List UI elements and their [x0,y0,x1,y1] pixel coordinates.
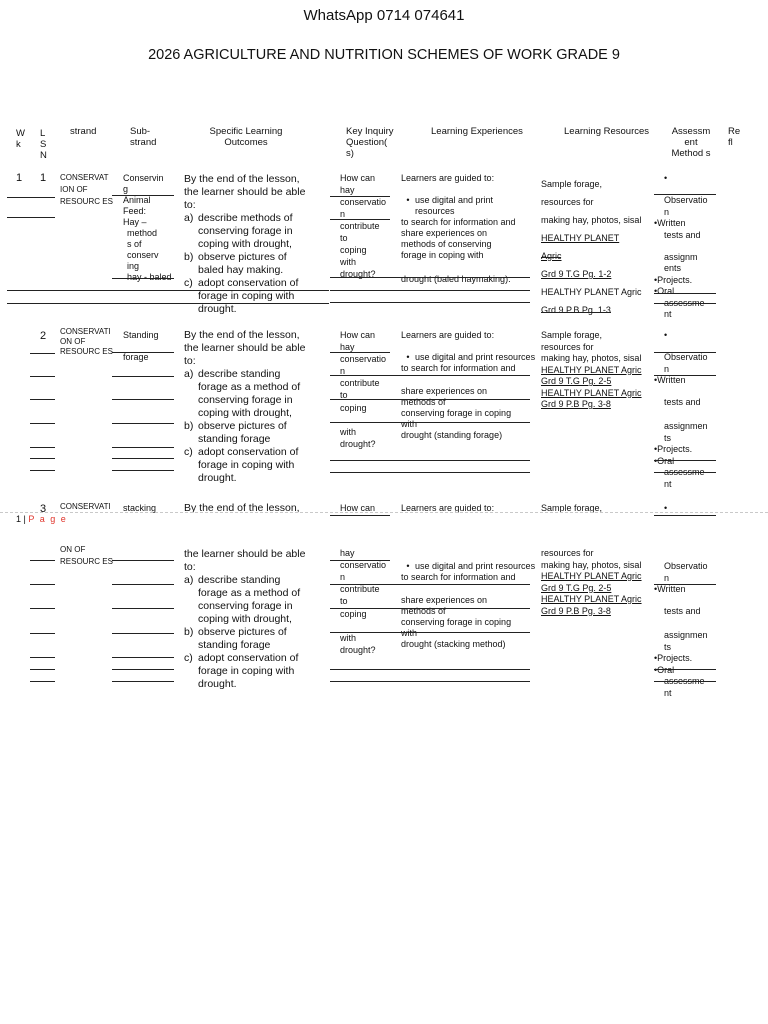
col-header-substrand: Sub- strand [130,126,157,148]
rule [330,608,530,609]
rule [330,632,530,633]
rule [30,458,55,459]
rule [7,217,55,218]
rule [30,353,55,354]
rule [654,515,716,516]
rule [330,560,390,561]
row1-experiences: Learners are guided to: • use digital and print resources to search for information and share experiences on methods of conserving forage in coping with drought (baled haymaking). [401,173,516,284]
rule [330,399,530,400]
col-header-reflection: Re fl [728,126,741,148]
rule [30,423,55,424]
page-label: P a g e [28,514,68,524]
rule [654,584,716,585]
rule [112,399,174,400]
rule [654,352,716,353]
rule [330,681,530,682]
row1-substrand: Conservin g Animal Feed: Hay – method s of conserv ing hay - baled [123,173,172,282]
rule [330,302,530,303]
rule [30,447,55,448]
rule [330,460,530,461]
row3-resources-top: Sample forage, [541,503,603,513]
rule [654,303,716,304]
row1-strand: CONSERVAT ION OF RESOURC ES [60,173,113,206]
row2-substrand: Standing forage [123,330,159,362]
row1-assessment: • Observatio n •Written tests and assignm ents •Projects. •Oral assessme nt [654,173,708,319]
rule [112,195,174,196]
row3-experiences-intro: Learners are guided to: [401,503,495,513]
row2-strand: CONSERVATI ON OF RESOURC ES [60,327,113,356]
row3-experiences: • use digital and print resources to search for information and share experiences on methods of conserving forage in coping with drought (stacking method) [401,561,536,649]
rule [30,657,55,658]
rule [112,423,174,424]
rule [30,399,55,400]
rule [30,376,55,377]
row2-lesson: 2 [40,330,47,342]
rule [7,290,329,291]
rule [7,303,329,304]
row1-week: 1 [16,172,23,184]
rule [112,470,174,471]
rule [112,278,174,279]
col-header-experiences: Learning Experiences [431,126,523,137]
rule [654,681,716,682]
rule [330,196,390,197]
row2-experiences: Learners are guided to: • use digital and print resources to search for information and share experiences on methods of conserving forage in coping with drought (standing forage) [401,330,536,440]
row1-inquiry: How can hay conservatio n contribute to coping with drought? [340,173,387,279]
rule [30,681,55,682]
col-header-inquiry: Key Inquiry Question( s) [346,126,394,159]
rule [654,669,716,670]
rule [30,560,55,561]
row3-strand-top: CONSERVATI [60,502,111,511]
rule [112,560,174,561]
col-header-lesson: L S N [40,128,47,161]
row1-outcomes: By the end of the lesson, the learner should be able to: a) describe methods of conserving forage in coping with drought, b) observe pictures of baled hay making. c) adopt conservation of forage in coping with drought. [184,173,306,315]
rule [112,669,174,670]
row2-assessment: • Observatio n •Written tests and assignmen ts •Projects. •Oral assessme nt [654,330,708,489]
col-header-week: W k [16,128,25,150]
row3-inquiry-top: How can [340,503,376,513]
row3-outcomes: the learner should be able to: a) describe standing forage as a method of conserving forage in coping with drought, b) observe pictures of standing forage c) adopt conservation of forage in coping with drought. [184,548,306,690]
row2-resources: Sample forage, resources for making hay, photos, sisal HEALTHY PLANET Agric Grd 9 T.G Pg. 2-5 HEALTHY PLANET Agric Grd 9 P.B Pg. 3-8 [541,330,642,409]
page-number: 1 | [16,514,26,524]
whatsapp-contact: WhatsApp 0714 074641 [303,7,465,24]
row3-assessment-top: • [664,503,668,513]
rule [330,290,530,291]
row1-lesson: 1 [40,172,47,184]
row3-strand: ON OF RESOURC ES [60,545,113,566]
rule [112,352,174,353]
page-footer [16,514,67,524]
rule [112,608,174,609]
rule [330,277,530,278]
row3-assessment: Observatio n •Written tests and assignmen ts •Projects. •Oral assessme nt [654,561,708,698]
col-header-assessment: Assessm ent Method s [671,126,711,159]
rule [112,376,174,377]
row2-inquiry: How can hay conservatio n contribute to coping with drought? [340,330,387,449]
row3-lesson: 3 [40,503,47,515]
row3-inquiry: hay conservatio n contribute to coping with drought? [340,548,387,655]
rule [330,515,390,516]
rule [654,194,716,195]
rule [541,257,561,258]
rule [330,352,390,353]
rule [112,633,174,634]
rule [30,669,55,670]
rule [30,584,55,585]
rule [330,375,530,376]
rule [112,458,174,459]
rule [30,470,55,471]
row3-substrand: stacking [123,503,157,513]
rule [654,460,716,461]
rule [541,312,611,313]
row3-resources: resources for making hay, photos, sisal HEALTHY PLANET Agric Grd 9 T.G Pg. 2-5 HEALTHY PLANET Agric Grd 9 P.B Pg. 3-8 [541,548,642,616]
row1-resources: Sample forage, resources for making hay, photos, sisal HEALTHY PLANET Agric Grd 9 T.G Pg. 1-2 HEALTHY PLANET Agric Grd 9 P.B Pg. 1-3 [541,179,642,315]
rule [654,472,716,473]
page-break [0,512,768,513]
rule [7,197,55,198]
col-header-strand: strand [70,126,97,137]
rule [112,447,174,448]
rule [112,584,174,585]
document-title: 2026 AGRICULTURE AND NUTRITION SCHEMES OF WORK GRADE 9 [148,47,620,63]
rule [330,219,390,220]
rule [330,472,530,473]
rule [30,633,55,634]
rule [330,584,530,585]
col-header-resources: Learning Resources [564,126,650,137]
rule [654,375,716,376]
col-header-outcomes: Specific Learning Outcomes [209,126,283,148]
rule [112,657,174,658]
rule [654,293,716,294]
row3-outcomes-top: By the end of the lesson, [184,502,300,514]
rule [30,608,55,609]
rule [330,422,530,423]
rule [112,681,174,682]
rule [330,669,530,670]
row2-outcomes: By the end of the lesson, the learner should be able to: a) describe standing forage as a method of conserving forage in coping with drought, b) observe pictures of standing forage c) adopt conservation of forage in coping with drought. [184,329,306,484]
